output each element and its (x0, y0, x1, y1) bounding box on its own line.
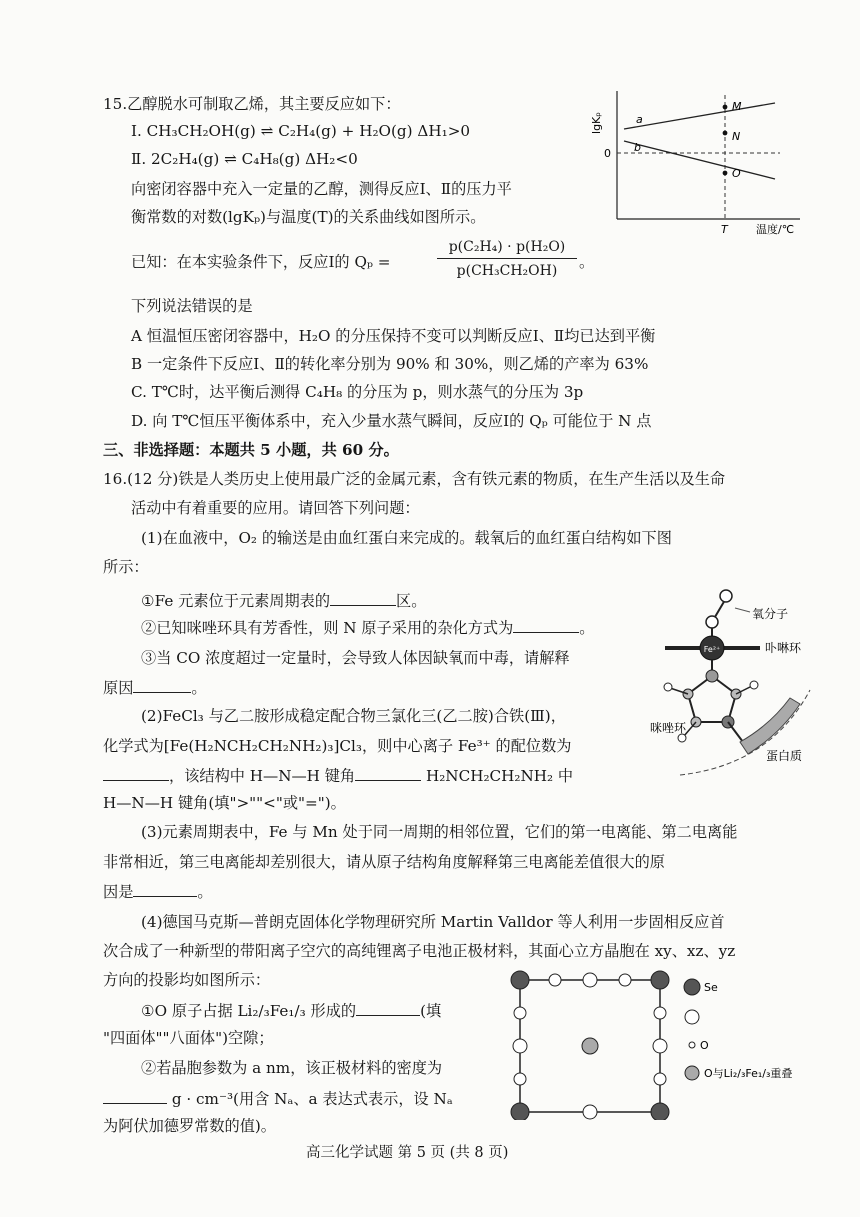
q15-option-c: C. T℃时，达平衡后测得 C₄H₈ 的分压为 p，则水蒸气的分压为 3p (131, 383, 584, 401)
lifo-atom (549, 974, 561, 986)
part3-end: 。 (197, 883, 213, 901)
protein-segment (740, 698, 800, 754)
sub1-end: 区。 (396, 592, 427, 610)
porphyrin-label: 卟啉环 (765, 641, 802, 655)
legend-o-marker (689, 1042, 695, 1048)
oxygen-atom (706, 616, 718, 628)
q16-4-sub2: ②若晶胞参数为 a nm，该正极材料的密度为 (141, 1059, 443, 1077)
h-atom (664, 683, 672, 691)
n-label: N (732, 130, 741, 143)
q15-stem: 15.乙醇脱水可制取乙烯，其主要反应如下： (103, 95, 401, 113)
sub3-text: 原因 (103, 679, 134, 697)
q16-4-sub2-b (103, 1088, 453, 1109)
answer-blank[interactable] (513, 617, 579, 633)
o2-label: 氧分子 (752, 607, 789, 621)
q15-reaction-2: Ⅱ. 2C₂H₄(g) ⇌ C₄H₈(g) ΔH₂<0 (131, 150, 358, 168)
qp-denominator: p(CH₃CH₂OH) (456, 263, 558, 279)
known-period: 。 (579, 253, 595, 271)
o-label: O (732, 167, 741, 180)
pointer-line (735, 608, 750, 612)
se-atom (511, 1103, 529, 1120)
point-m (723, 105, 728, 110)
se-atom (651, 971, 669, 989)
sub2-text: ②已知咪唑环具有芳香性，则 N 原子采用的杂化方式为 (141, 619, 514, 637)
lifo-atom (619, 974, 631, 986)
q15-option-d: D. 向 T℃恒压平衡体系中，充入少量水蒸气瞬间，反应Ⅰ的 Qₚ 可能位于 N 点 (131, 412, 652, 430)
answer-blank[interactable] (103, 1088, 167, 1104)
part2-mid: ，该结构中 H—N—H 键角 (169, 767, 356, 785)
q16-part2-c (103, 765, 573, 786)
qp-numerator: p(C₂H₄) · p(H₂O) (448, 239, 566, 255)
lifo-atom (513, 1039, 527, 1053)
imidazole-ring (688, 676, 736, 722)
answer-blank[interactable] (330, 590, 396, 606)
q15-known: 已知：在本实验条件下，反应Ⅰ的 Qₚ = (131, 253, 391, 271)
sub1-end: (填 (420, 1002, 442, 1020)
q15-desc-2: 衡常数的对数(lgKₚ)与温度(T)的关系曲线如图所示。 (131, 208, 486, 226)
point-o (723, 171, 728, 176)
line-a (624, 103, 775, 129)
n-atom (706, 670, 718, 682)
legend-overlap: O与Li₂/₃Fe₁/₃重叠 (704, 1067, 793, 1080)
oxygen-atom (720, 590, 732, 602)
lifo-atom (514, 1007, 526, 1019)
legend-o: O (700, 1039, 709, 1052)
q15-ask: 下列说法错误的是 (131, 297, 253, 315)
q16-4-sub1-b: "四面体""八面体")空隙； (103, 1029, 274, 1047)
line-a-label: a (636, 113, 643, 126)
sub1-text: ①O 原子占据 Li₂/₃Fe₁/₃ 形成的 (141, 1002, 357, 1020)
q16-part4-c: 方向的投影均如图所示： (103, 971, 271, 989)
q16-part4-a: (4)德国马克斯—普朗克固体化学物理研究所 Martin Valldor 等人利用一步固相反应首 (141, 913, 725, 931)
answer-blank[interactable] (356, 1000, 420, 1016)
m-label: M (732, 100, 742, 113)
legend-se-marker (684, 979, 700, 995)
q15-option-a: A 恒温恒压密闭容器中，H₂O 的分压保持不变可以判断反应Ⅰ、Ⅱ均已达到平衡 (131, 327, 656, 345)
legend-overlap-marker (685, 1066, 699, 1080)
se-atom (511, 971, 529, 989)
q16-part1-intro-2: 所示： (103, 558, 149, 576)
part3-text: 因是 (103, 883, 134, 901)
part2-end: H₂NCH₂CH₂NH₂ 中 (425, 767, 574, 785)
answer-blank[interactable] (355, 765, 421, 781)
crystal-legend (680, 975, 850, 1090)
section-three-heading: 三、非选择题：本题共 5 小题，共 60 分。 (103, 441, 399, 459)
answer-blank[interactable] (133, 881, 197, 897)
q15-reaction-1: Ⅰ. CH₃CH₂OH(g) ⇌ C₂H₄(g) + H₂O(g) ΔH₁>0 (131, 122, 471, 140)
legend-se: Se (704, 981, 718, 994)
q16-part2-b: 化学式为[Fe(H₂NCH₂CH₂NH₂)₃]Cl₃，则中心离子 Fe³⁺ 的配位数为 (103, 737, 572, 755)
q16-part3-b: 非常相近，第三电离能却差别很大，请从原子结构角度解释第三电离能差值很大的原 (103, 853, 665, 871)
lifo-atom (583, 973, 597, 987)
lifo-atom (654, 1073, 666, 1085)
se-atom (651, 1103, 669, 1120)
point-n (723, 131, 728, 136)
q16-4-sub2-c: 为阿伏加德罗常数的值)。 (103, 1117, 276, 1135)
line-b-label: b (634, 141, 641, 154)
sub3-end: 。 (191, 679, 207, 697)
lifo-atom (583, 1105, 597, 1119)
hemoglobin-structure-diagram (640, 570, 845, 785)
q16-part3-a: (3)元素周期表中，Fe 与 Mn 处于同一周期的相邻位置，它们的第一电离能、第二电离能 (141, 823, 738, 841)
sub1-text: ①Fe 元素位于元素周期表的 (141, 592, 331, 610)
lifo-atom (514, 1073, 526, 1085)
density-unit-text: g · cm⁻³(用含 Nₐ、a 表达式表示，设 Nₐ (171, 1090, 453, 1108)
legend-lifo-marker (685, 1010, 699, 1024)
h-atom (750, 681, 758, 689)
q16-part4-b: 次合成了一种新型的带阳离子空穴的高纯锂离子电池正极材料，其面心立方晶胞在 xy、xz、yz (103, 942, 736, 960)
h-atom (678, 734, 686, 742)
q15-option-b: B 一定条件下反应Ⅰ、Ⅱ的转化率分别为 90% 和 30%，则乙烯的产率为 63% (131, 355, 649, 373)
overlap-atom (582, 1038, 598, 1054)
q16-stem-1: 16.(12 分)铁是人类历史上使用最广泛的金属元素，含有铁元素的物质，在生产生活以及生命 (103, 470, 726, 488)
answer-blank[interactable] (133, 677, 191, 693)
q16-part2-d: H—N—H 键角(填">""<"或"=")。 (103, 794, 346, 812)
q16-part1-intro: (1)在血液中，O₂ 的输送是由血红蛋白来完成的。载氧后的血红蛋白结构如下图 (141, 529, 672, 547)
t-label: T (721, 223, 728, 235)
zero-label: 0 (604, 147, 611, 160)
answer-blank[interactable] (103, 765, 169, 781)
crystal-projection-diagram (500, 970, 680, 1120)
fraction-bar (437, 258, 577, 259)
y-label: lgKₚ (590, 112, 603, 134)
q16-1-sub3-b (103, 677, 207, 698)
lgkp-temperature-graph (590, 85, 810, 235)
protein-label: 蛋白质 (766, 749, 803, 763)
lifo-atom (653, 1039, 667, 1053)
q16-1-sub2 (141, 617, 594, 638)
imidazole-label: 咪唑环 (650, 721, 687, 735)
q15-desc-1: 向密闭容器中充入一定量的乙醇，测得反应Ⅰ、Ⅱ的压力平 (131, 180, 512, 198)
q16-part3-c (103, 881, 213, 902)
sub2-end: 。 (579, 619, 595, 637)
q16-stem-2: 活动中有着重要的应用。请回答下列问题： (131, 499, 420, 517)
line-b (624, 141, 775, 179)
q16-4-sub1 (141, 1000, 441, 1021)
x-label: 温度/℃ (756, 223, 795, 235)
lifo-atom (654, 1007, 666, 1019)
q16-1-sub3: ③当 CO 浓度超过一定量时，会导致人体因缺氧而中毒，请解释 (141, 649, 570, 667)
fe-label: Fe²⁺ (703, 645, 721, 654)
page-footer: 高三化学试题 第 5 页 (共 8 页) (306, 1145, 509, 1161)
q16-part2-a: (2)FeCl₃ 与乙二胺形成稳定配合物三氯化三(乙二胺)合铁(Ⅲ)， (141, 707, 566, 725)
q16-1-sub1 (141, 590, 426, 611)
